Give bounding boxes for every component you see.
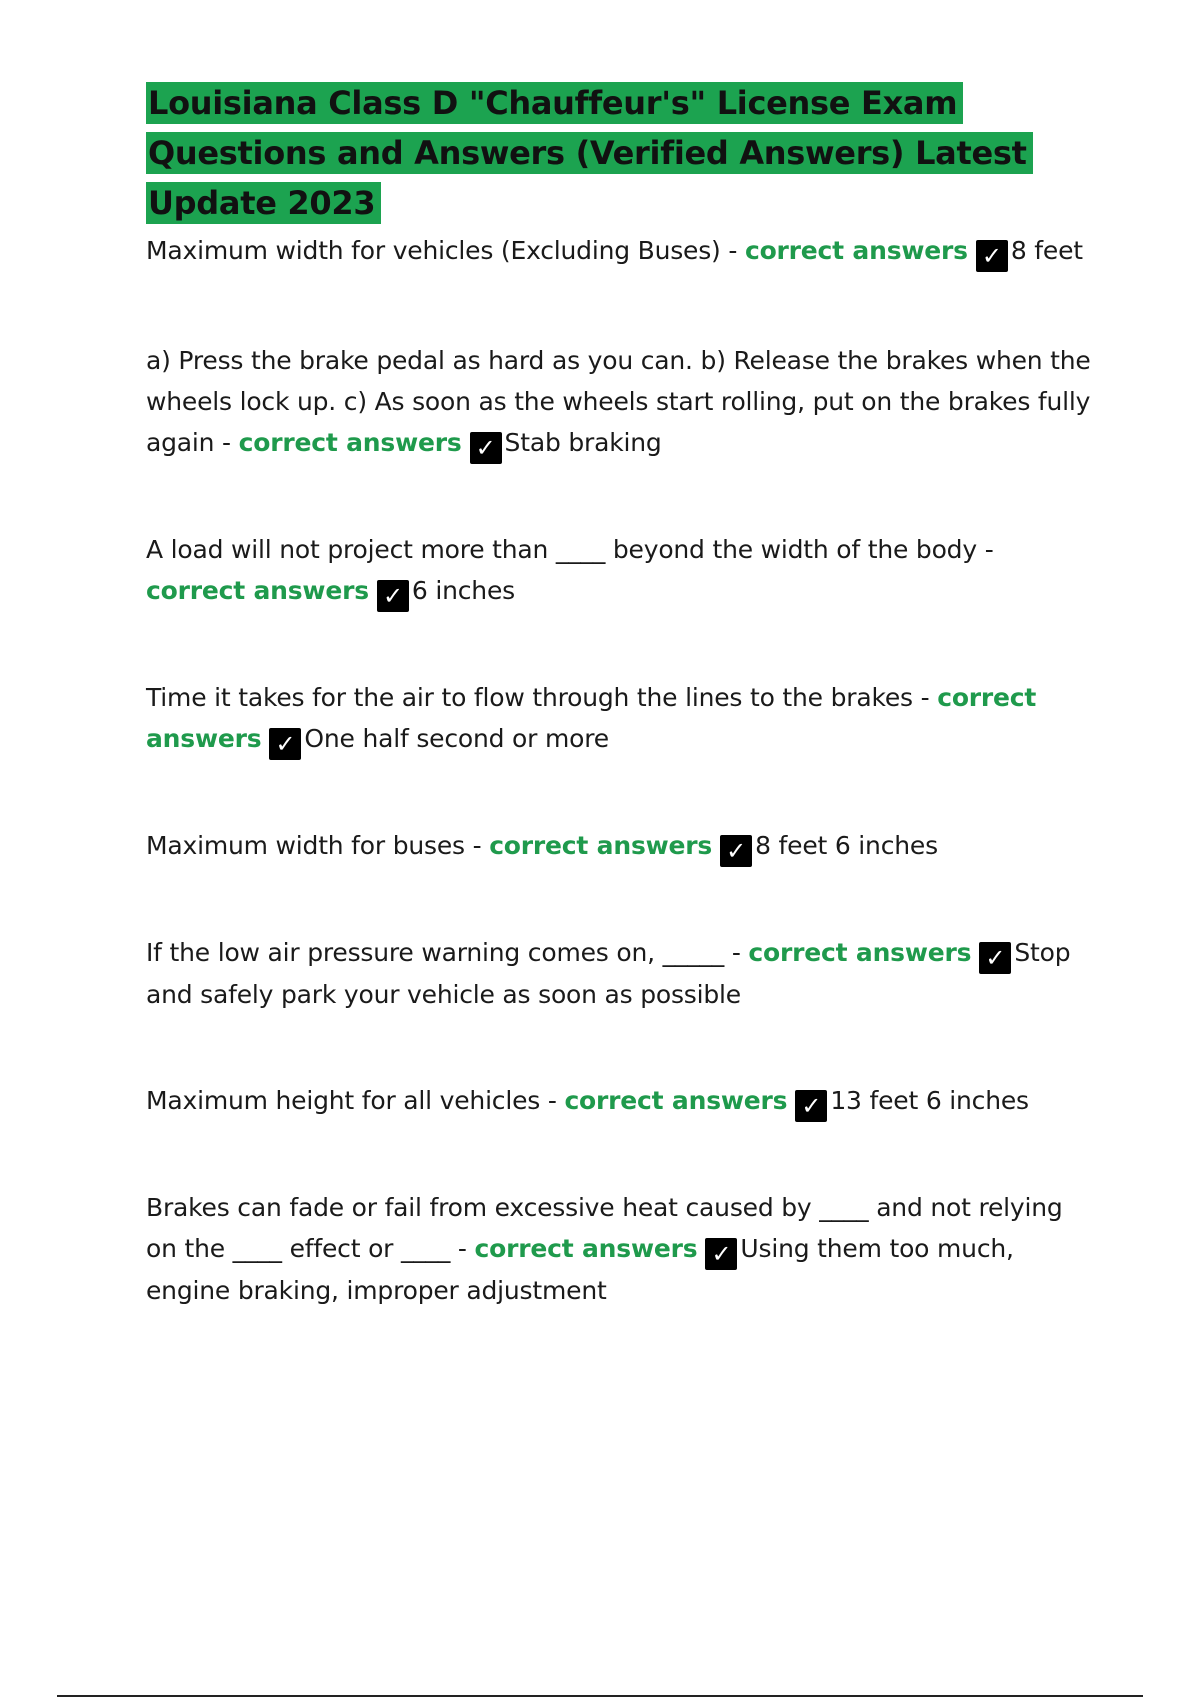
check-box-icon: ✓ [976,240,1008,272]
answer-text: 6 inches [411,576,515,605]
answer-text: 8 feet 6 inches [755,831,938,860]
footer-divider [57,1695,1143,1697]
document-title [146,78,1096,228]
check-box-icon: ✓ [705,1238,737,1270]
separator: - [976,535,994,564]
qa-item [146,1187,1096,1311]
qa-item [146,677,1096,760]
title-highlight: Louisiana Class D "Chauffeur's" License Exam Questions and Answers (Verified Answers) Latest Update 2023 [146,82,1033,224]
answer-text: Using them too much, engine braking, improper adjustment [146,1234,1014,1305]
answer-label: correct answers [474,1234,698,1263]
separator: - [724,938,749,967]
answer-label: correct answers [146,576,369,605]
answer-text: Stop and safely park your vehicle as soon as possible [146,938,1071,1009]
question-text: Maximum width for buses [146,831,465,860]
answer-text: One half second or more [304,724,609,753]
answer-label: correct answers [489,831,713,860]
document-page [146,78,1096,1311]
answer-label: correct answers [748,938,972,967]
question-text: a) Press the brake pedal as hard as you can. b) Release the brakes when the wheels lock up. c) As soon as the wheels start rolling, put on the brakes fully again [146,346,1091,457]
qa-item [146,825,1096,867]
check-box-icon: ✓ [795,1090,827,1122]
check-box-icon: ✓ [269,728,301,760]
separator: - [540,1086,565,1115]
qa-item [146,340,1096,464]
separator: - [912,683,938,712]
check-box-icon: ✓ [720,835,752,867]
check-box-icon: ✓ [470,432,502,464]
qa-item [146,1080,1096,1122]
separator: - [214,428,239,457]
separator: - [464,831,490,860]
check-box-icon: ✓ [979,942,1011,974]
qa-item [146,230,1096,272]
question-text: Time it takes for the air to flow through the lines to the brakes [146,683,913,712]
qa-item [146,932,1096,1015]
answer-label: correct answers [238,428,462,457]
answer-label: correct answers [146,683,1037,753]
question-text: Maximum height for all vehicles [146,1086,541,1115]
question-text: Brakes can fade or fail from excessive heat caused by ____ and not relying on the ____ effect or ____ [146,1193,1063,1263]
question-text: Maximum width for vehicles (Excluding Buses) [146,236,721,265]
separator: - [450,1234,475,1263]
answer-label: correct answers [564,1086,788,1115]
check-box-icon: ✓ [377,580,409,612]
answer-label: correct answers [744,236,968,265]
separator: - [720,236,745,265]
answer-text: 8 feet [1010,236,1083,265]
answer-text: 13 feet 6 inches [830,1086,1029,1115]
answer-text: Stab braking [504,428,662,457]
question-text: If the low air pressure warning comes on, _____ [146,938,725,967]
qa-item [146,529,1096,612]
question-text: A load will not project more than ____ beyond the width of the body [146,535,977,564]
